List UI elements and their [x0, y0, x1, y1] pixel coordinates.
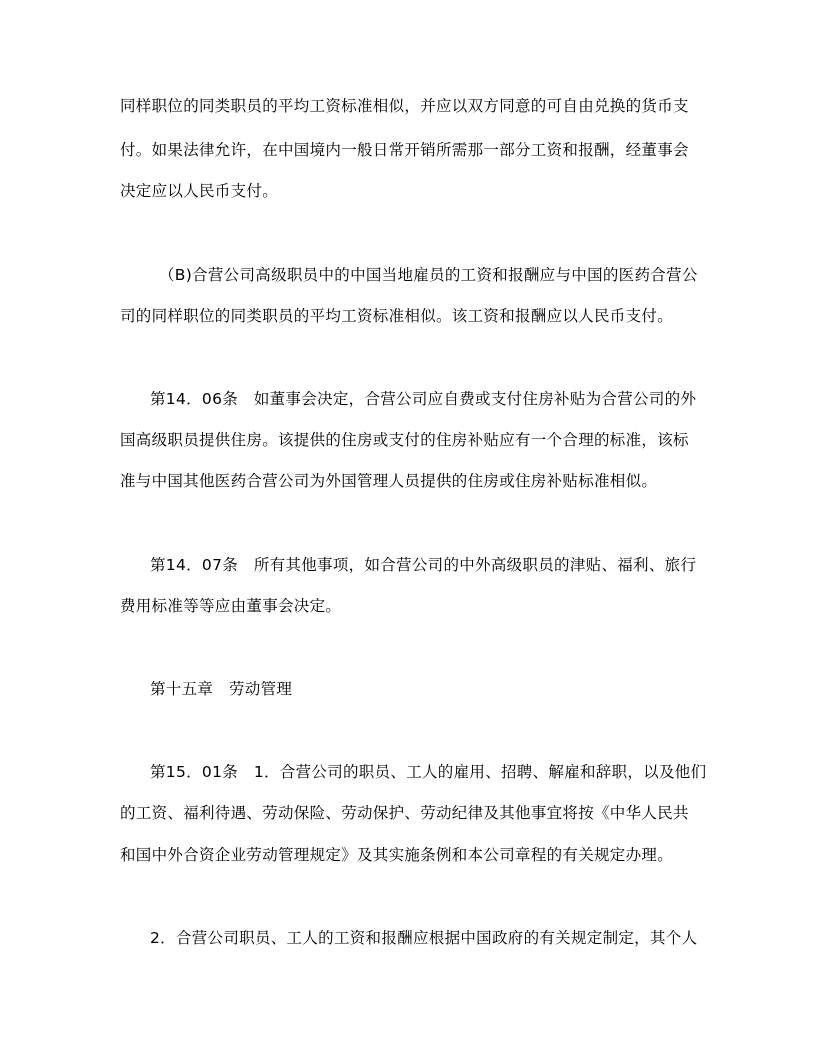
text-line: 第14．06条 如董事会决定，合营公司应自费或支付住房补贴为合营公司的外: [150, 390, 697, 408]
text-line: 准与中国其他医药合营公司为外国管理人员提供的住房或住房补贴标准相似。: [120, 472, 658, 490]
text-line: 同样职位的同类职员的平均工资标准相似，并应以双方同意的可自由兑换的货币支: [120, 97, 689, 115]
text-line: 费用标准等等应由董事会决定。: [120, 597, 342, 615]
text-line: 司的同样职位的同类职员的平均工资标准相似。该工资和报酬应以人民币支付。: [120, 307, 674, 325]
text-line: 付。如果法律允许，在中国境内一般日常开销所需那一部分工资和报酬，经董事会: [120, 141, 689, 159]
text-line: 2．合营公司职员、工人的工资和报酬应根据中国政府的有关规定制定，其个人: [150, 929, 698, 947]
text-line: 和国中外合资企业劳动管理规定》及其实施条例和本公司章程的有关规定办理。: [120, 846, 674, 864]
chapter-heading: 第十五章 劳动管理: [150, 680, 293, 698]
text-line: 第15．01条 1．合营公司的职员、工人的雇用、招聘、解雇和辞职，以及他们: [150, 763, 707, 781]
text-line: （B)合营公司高级职员中的中国当地雇员的工资和报酬应与中国的医药合营公: [159, 266, 698, 284]
text-line: 第14．07条 所有其他事项，如合营公司的中外高级职员的津贴、福利、旅行: [150, 556, 697, 574]
text-line: 决定应以人民币支付。: [120, 182, 279, 200]
text-line: 国高级职员提供住房。该提供的住房或支付的住房补贴应有一个合理的标准，该标: [120, 431, 689, 449]
text-line: 的工资、福利待遇、劳动保险、劳动保护、劳动纪律及其他事宜将按《中华人民共: [120, 804, 689, 822]
